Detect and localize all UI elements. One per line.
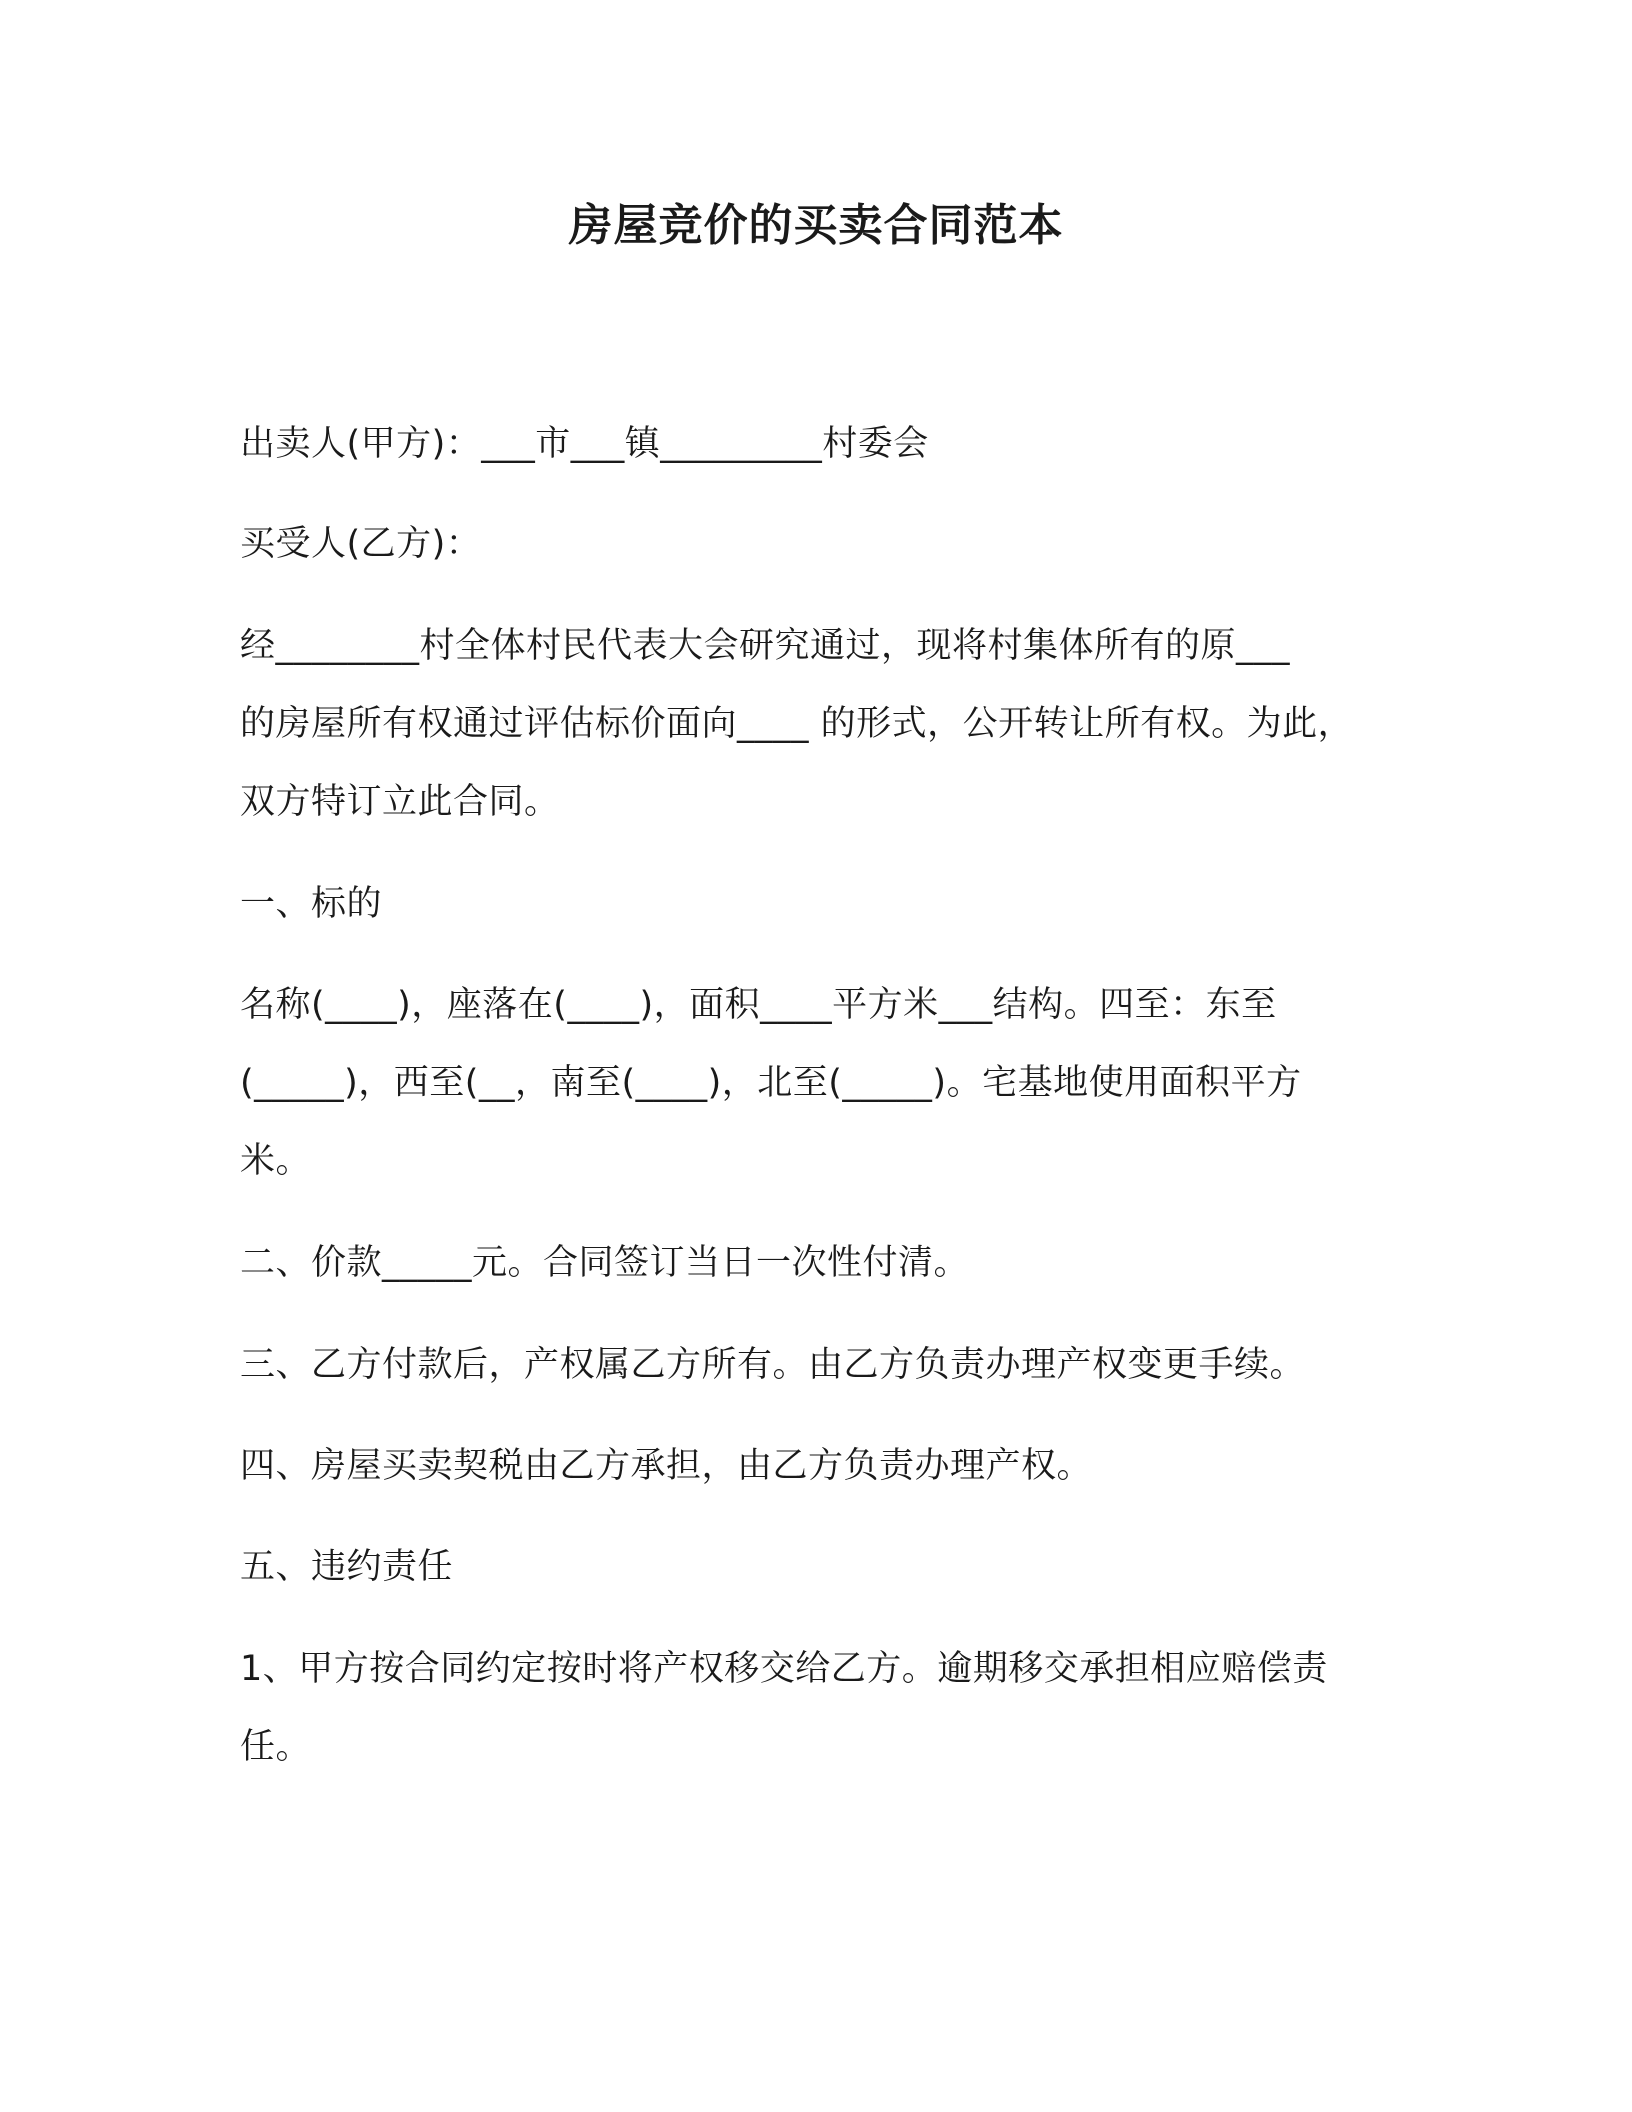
intro-line-2: 的房屋所有权通过评估标价面向____ 的形式，公开转让所有权。为此， <box>240 704 1354 744</box>
buyer-line: 买受人(乙方)： <box>240 524 482 564</box>
section1-heading: 一、标的 <box>240 884 383 924</box>
section1-line-2: (_____)，西至(__，南至(____)，北至(_____)。宅基地使用面积平方 <box>240 1063 1302 1103</box>
section4-text: 四、房屋买卖契税由乙方承担，由乙方负责办理产权。 <box>240 1446 1093 1486</box>
section2-text: 二、价款_____元。合同签订当日一次性付清。 <box>240 1243 970 1283</box>
section5-heading: 五、违约责任 <box>240 1547 454 1587</box>
section3-text: 三、乙方付款后，产权属乙方所有。由乙方负责办理产权变更手续。 <box>240 1345 1306 1385</box>
intro-line-1: 经________村全体村民代表大会研究通过，现将村集体所有的原___ <box>240 626 1291 666</box>
section1-line-3: 米。 <box>240 1141 312 1181</box>
seller-line: 出卖人(甲方)：___市___镇_________村委会 <box>240 424 929 464</box>
section5-item1-line-1: 1、甲方按合同约定按时将产权移交给乙方。逾期移交承担相应赔偿责 <box>240 1649 1328 1689</box>
document-title: 房屋竞价的买卖合同范本 <box>568 200 1064 251</box>
section5-item1-line-2: 任。 <box>240 1727 312 1767</box>
intro-line-3: 双方特订立此合同。 <box>240 782 560 822</box>
section1-line-1: 名称(____)，座落在(____)，面积____平方米___结构。四至：东至 <box>240 985 1277 1025</box>
